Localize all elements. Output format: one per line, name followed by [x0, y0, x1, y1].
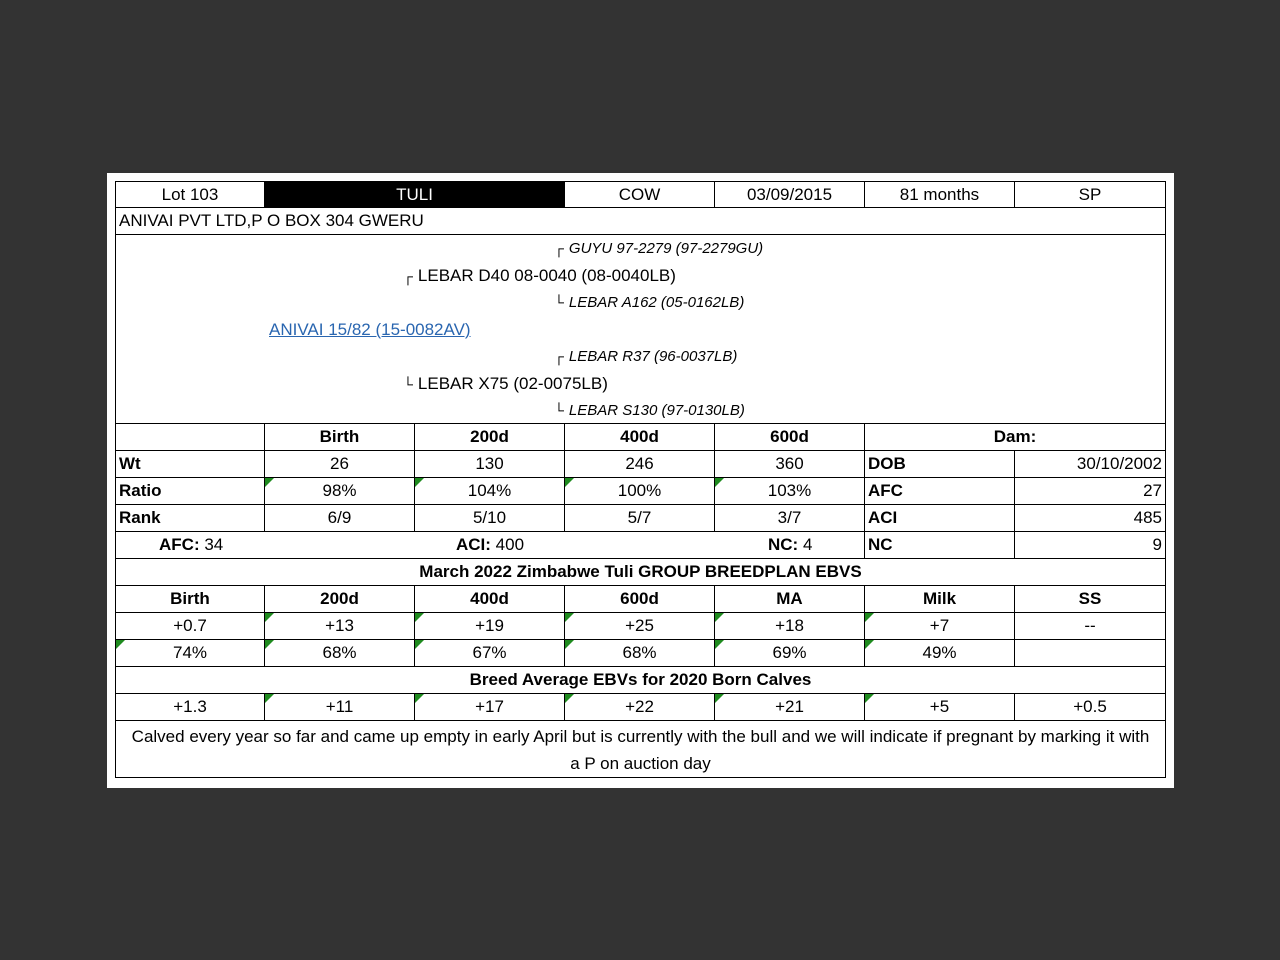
lot-table — [115, 181, 1166, 778]
age: 81 months — [865, 181, 1015, 208]
ebv-ma[interactable]: +18 — [715, 613, 865, 640]
breed-avg-title: Breed Average EBVs for 2020 Born Calves — [115, 667, 1166, 694]
code: SP — [1015, 181, 1166, 208]
ratio-row — [115, 478, 1166, 505]
ebv-200d[interactable]: +13 — [265, 613, 415, 640]
avg-400d[interactable]: +17 — [415, 694, 565, 721]
ratio-400d[interactable]: 100% — [565, 478, 715, 505]
acc-400d[interactable]: 67% — [415, 640, 565, 667]
bracket-top-glyph: ┌ — [403, 268, 413, 284]
avg-ma[interactable]: +21 — [715, 694, 865, 721]
weights-header-birth: Birth — [265, 424, 415, 451]
wt-400d: 246 — [565, 451, 715, 478]
bracket-top-glyph: ┌ — [554, 348, 564, 364]
ebv-header-200d: 200d — [265, 586, 415, 613]
acc-milk[interactable]: 49% — [865, 640, 1015, 667]
acc-birth[interactable]: 74% — [115, 640, 265, 667]
ebv-header-400d: 400d — [415, 586, 565, 613]
pedigree-block — [115, 235, 1166, 424]
weights-header-row — [115, 424, 1166, 451]
summary-row — [115, 532, 1166, 559]
ebv-400d[interactable]: +19 — [415, 613, 565, 640]
bracket-bottom-glyph: └ — [554, 294, 564, 310]
sire-dam-name: LEBAR X75 (02-0075LB) — [417, 374, 608, 393]
summary-nc-label: NC: — [768, 535, 799, 554]
sire-sire — [403, 266, 676, 286]
rank-row — [115, 505, 1166, 532]
sire-sire-dam-name: LEBAR A162 (05-0162LB) — [568, 294, 745, 311]
summary-afc — [159, 535, 223, 555]
dam-aci-label: ACI — [865, 505, 1015, 532]
acc-200d[interactable]: 68% — [265, 640, 415, 667]
weights-header-400d: 400d — [565, 424, 715, 451]
weights-corner-cell — [115, 424, 265, 451]
owner: ANIVAI PVT LTD,P O BOX 304 GWERU — [115, 208, 1166, 235]
avg-200d[interactable]: +11 — [265, 694, 415, 721]
avg-ss: +0.5 — [1015, 694, 1166, 721]
acc-ss — [1015, 640, 1166, 667]
dam-aci-value: 485 — [1015, 505, 1166, 532]
dam-header: Dam: — [865, 424, 1166, 451]
weights-header-600d: 600d — [715, 424, 865, 451]
sire-link[interactable]: ANIVAI 15/82 (15-0082AV) — [269, 320, 471, 339]
ebv-accuracy-row — [115, 640, 1166, 667]
wt-row — [115, 451, 1166, 478]
ratio-600d[interactable]: 103% — [715, 478, 865, 505]
breed-avg-values-row — [115, 694, 1166, 721]
summary-afc-label: AFC: — [159, 535, 200, 554]
avg-milk[interactable]: +5 — [865, 694, 1015, 721]
ebv-header-ma: MA — [715, 586, 865, 613]
sire-dam-sire — [554, 348, 737, 365]
ebv-header-row — [115, 586, 1166, 613]
row-label-wt: Wt — [115, 451, 265, 478]
ebv-header-milk: Milk — [865, 586, 1015, 613]
row-label-rank: Rank — [115, 505, 265, 532]
ebv-header-birth: Birth — [115, 586, 265, 613]
dam-afc-value: 27 — [1015, 478, 1166, 505]
summary-nc-value: 4 — [798, 535, 813, 554]
bracket-bottom-glyph: └ — [403, 376, 413, 392]
row-label-ratio: Ratio — [115, 478, 265, 505]
breed-name: TULI — [265, 181, 565, 208]
ebv-values-row — [115, 613, 1166, 640]
weights-header-200d: 200d — [415, 424, 565, 451]
avg-birth: +1.3 — [115, 694, 265, 721]
acc-ma[interactable]: 69% — [715, 640, 865, 667]
ebv-title: March 2022 Zimbabwe Tuli GROUP BREEDPLAN EBVS — [115, 559, 1166, 586]
ebv-birth: +0.7 — [115, 613, 265, 640]
ratio-birth[interactable]: 98% — [265, 478, 415, 505]
wt-birth: 26 — [265, 451, 415, 478]
dam-nc-label: NC — [865, 532, 1015, 559]
bracket-top-glyph: ┌ — [554, 240, 564, 256]
sire-dam — [403, 374, 608, 394]
ebv-milk[interactable]: +7 — [865, 613, 1015, 640]
sex: COW — [565, 181, 715, 208]
summary-afc-value: 34 — [199, 535, 224, 554]
comment: Calved every year so far and came up empty in early April but is currently with the bull and we will indicate if pregnant by marking it with a P on auction day — [115, 721, 1166, 778]
acc-600d[interactable]: 68% — [565, 640, 715, 667]
sire-sire-sire — [554, 240, 763, 257]
lot-number: Lot 103 — [115, 181, 265, 208]
sire-sire-dam — [554, 294, 744, 311]
owner-row — [115, 208, 1166, 235]
dam-nc-value: 9 — [1015, 532, 1166, 559]
bracket-bottom-glyph: └ — [554, 402, 564, 418]
ebv-header-600d: 600d — [565, 586, 715, 613]
summary-aci-value: 400 — [490, 535, 525, 554]
dam-dob-label: DOB — [865, 451, 1015, 478]
sire-dam-dam — [554, 402, 745, 419]
avg-600d[interactable]: +22 — [565, 694, 715, 721]
rank-600d: 3/7 — [715, 505, 865, 532]
sire-sire-sire-name: GUYU 97-2279 (97-2279GU) — [568, 240, 764, 257]
dam-afc-label: AFC — [865, 478, 1015, 505]
sire-dam-dam-name: LEBAR S130 (97-0130LB) — [568, 402, 745, 419]
rank-400d: 5/7 — [565, 505, 715, 532]
dam-dob-value: 30/10/2002 — [1015, 451, 1166, 478]
wt-600d: 360 — [715, 451, 865, 478]
summary-nc — [768, 535, 812, 555]
wt-200d: 130 — [415, 451, 565, 478]
rank-200d: 5/10 — [415, 505, 565, 532]
breed-avg-title-row — [115, 667, 1166, 694]
rank-birth: 6/9 — [265, 505, 415, 532]
sire-sire-name: LEBAR D40 08-0040 (08-0040LB) — [417, 266, 676, 285]
sire-dam-sire-name: LEBAR R37 (96-0037LB) — [568, 348, 738, 365]
ebv-ss: -- — [1015, 613, 1166, 640]
summary-cell — [115, 532, 865, 559]
ebv-header-ss: SS — [1015, 586, 1166, 613]
date-of-birth: 03/09/2015 — [715, 181, 865, 208]
lot-card — [107, 173, 1174, 788]
ebv-600d[interactable]: +25 — [565, 613, 715, 640]
summary-aci — [456, 535, 524, 555]
summary-aci-label: ACI: — [456, 535, 491, 554]
header-row — [115, 181, 1166, 208]
ebv-title-row — [115, 559, 1166, 586]
ratio-200d[interactable]: 104% — [415, 478, 565, 505]
